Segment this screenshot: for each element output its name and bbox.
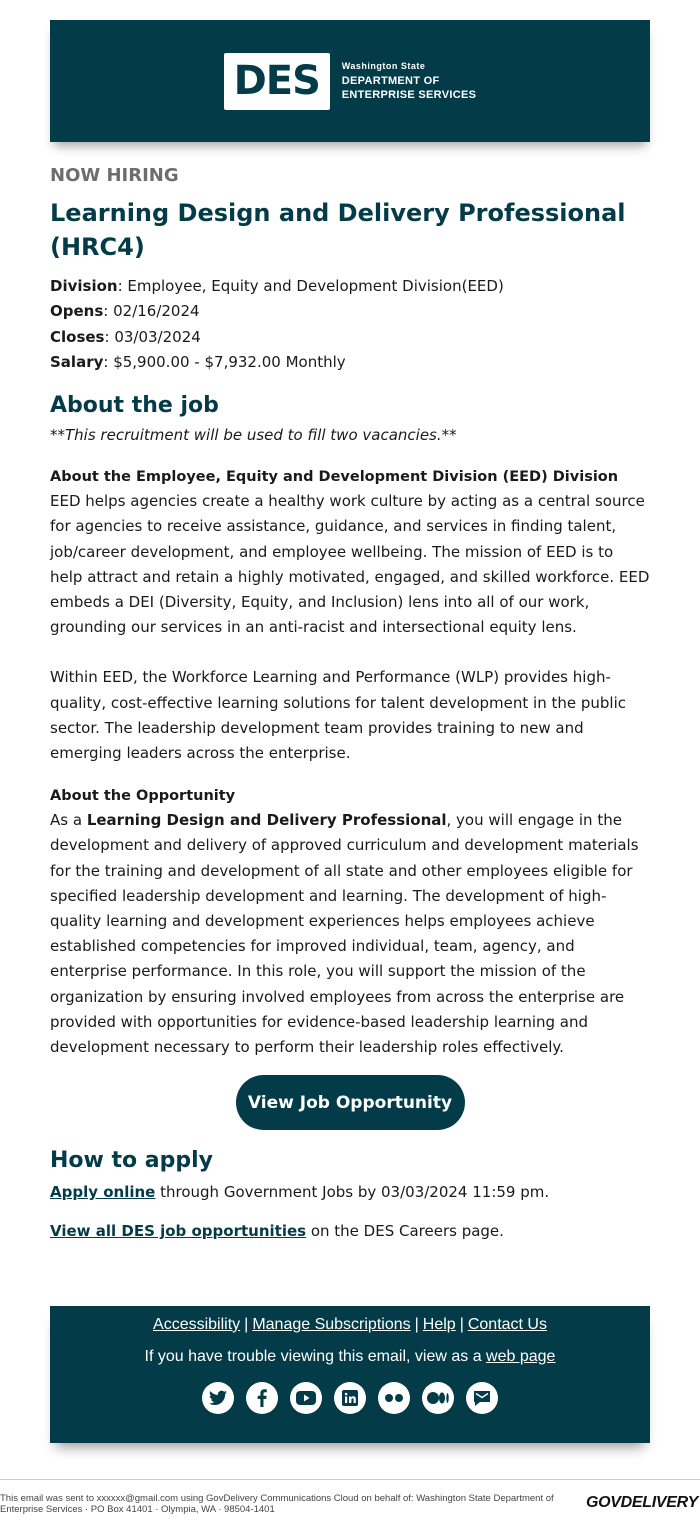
org-name bbox=[342, 61, 476, 102]
org-line-3: ENTERPRISE SERVICES bbox=[341, 88, 477, 101]
apply-online-line: Apply online through Government Jobs by 03/03/2024 11:59 pm. bbox=[50, 1183, 550, 1202]
email-footer bbox=[50, 1306, 650, 1443]
footer-divider bbox=[0, 1479, 700, 1480]
view-web-page-line: If you have trouble viewing this email, view as a web page bbox=[144, 1348, 556, 1365]
medium-icon[interactable] bbox=[422, 1382, 454, 1414]
flickr-icon[interactable] bbox=[378, 1382, 410, 1414]
accessibility-link[interactable]: Accessibility bbox=[153, 1316, 241, 1333]
contact-us-link[interactable]: Contact Us bbox=[467, 1316, 547, 1333]
help-link[interactable]: Help bbox=[422, 1316, 456, 1333]
view-job-opportunity-button[interactable]: View Job Opportunity bbox=[236, 1075, 465, 1130]
salary-row: Salary: $5,900.00 - $7,932.00 Monthly bbox=[50, 352, 346, 371]
youtube-icon[interactable] bbox=[290, 1382, 322, 1414]
email-icon[interactable] bbox=[466, 1382, 498, 1414]
manage-subscriptions-link[interactable]: Manage Subscriptions bbox=[252, 1316, 411, 1333]
footer-links: Accessibility | Manage Subscriptions | Help | Contact Us bbox=[153, 1316, 547, 1333]
govdelivery-logo[interactable]: GOVDELIVERY bbox=[586, 1494, 698, 1511]
division-row: Division: Employee, Equity and Development Division(EED) bbox=[50, 277, 504, 295]
facebook-icon[interactable] bbox=[246, 1382, 278, 1414]
social-icons bbox=[50, 1382, 650, 1414]
org-line-1: Washington State bbox=[341, 60, 426, 71]
now-hiring-label: NOW HIRING bbox=[50, 165, 179, 186]
job-title: Learning Design and Delivery Professional (HRC4) bbox=[50, 199, 626, 261]
job-meta bbox=[50, 274, 650, 375]
org-line-2: DEPARTMENT OF bbox=[341, 74, 440, 87]
about-job-heading: About the job bbox=[50, 393, 219, 419]
linkedin-icon[interactable] bbox=[334, 1382, 366, 1414]
closes-row: Closes: 03/03/2024 bbox=[50, 327, 201, 346]
twitter-icon[interactable] bbox=[202, 1382, 234, 1414]
vacancy-note: **This recruitment will be used to fill two vacancies.** bbox=[50, 426, 457, 445]
email-header bbox=[50, 20, 650, 142]
how-to-apply-heading: How to apply bbox=[50, 1148, 214, 1174]
all-jobs-line: View all DES job opportunities on the DES Careers page. bbox=[50, 1222, 504, 1241]
des-logo[interactable]: DES bbox=[224, 53, 330, 110]
apply-online-link[interactable]: Apply online bbox=[50, 1183, 156, 1202]
opportunity-paragraph: As a Learning Design and Delivery Professional, you will engage in the development and delivery of approved curriculum and development materials for the training and development of all state and other employees eligible for specified leadership development and learning. The development of high-quality learning and development experiences helps employees achieve established competencies for improved individual, team, agency, and enterprise performance. In this role, you will support the mission of the organization by ensuring involved employees from across the enterprise are provided with opportunities for evidence-based leadership learning and development necessary to perform their leadership roles effectively. bbox=[50, 811, 639, 1057]
email-body bbox=[50, 142, 650, 1243]
view-all-jobs-link[interactable]: View all DES job opportunities bbox=[50, 1222, 307, 1241]
wlp-paragraph: Within EED, the Workforce Learning and Performance (WLP) provides high-quality, cost-effective learning solutions for talent development in the public sector. The leadership development team provides training to new and emerging leaders across the enterprise. bbox=[50, 668, 626, 763]
division-heading: About the Employee, Equity and Development Division (EED) Division bbox=[50, 469, 619, 486]
division-paragraph: EED helps agencies create a healthy work culture by acting as a central source for agencies to receive assistance, guidance, and services in finding talent, job/career development, and employee wellbeing. The mission of EED is to help attract and retain a highly motivated, engaged, and skilled workforce. EED embeds a DEI (Diversity, Equity, and Inclusion) lens into all of our work, grounding our services in an anti-racist and intersectional equity lens. bbox=[50, 492, 650, 637]
opportunity-heading: About the Opportunity bbox=[50, 788, 236, 805]
web-page-link[interactable]: web page bbox=[486, 1348, 556, 1365]
sent-to-disclaimer: This email was sent to xxxxxx@gmail.com using GovDelivery Communications Cloud on behalf of: Washington State Department of Enterprise Services · PO Box 41401 · Olympia, WA · 98504-1401 bbox=[0, 1493, 554, 1515]
opens-row: Opens: 02/16/2024 bbox=[50, 302, 200, 321]
